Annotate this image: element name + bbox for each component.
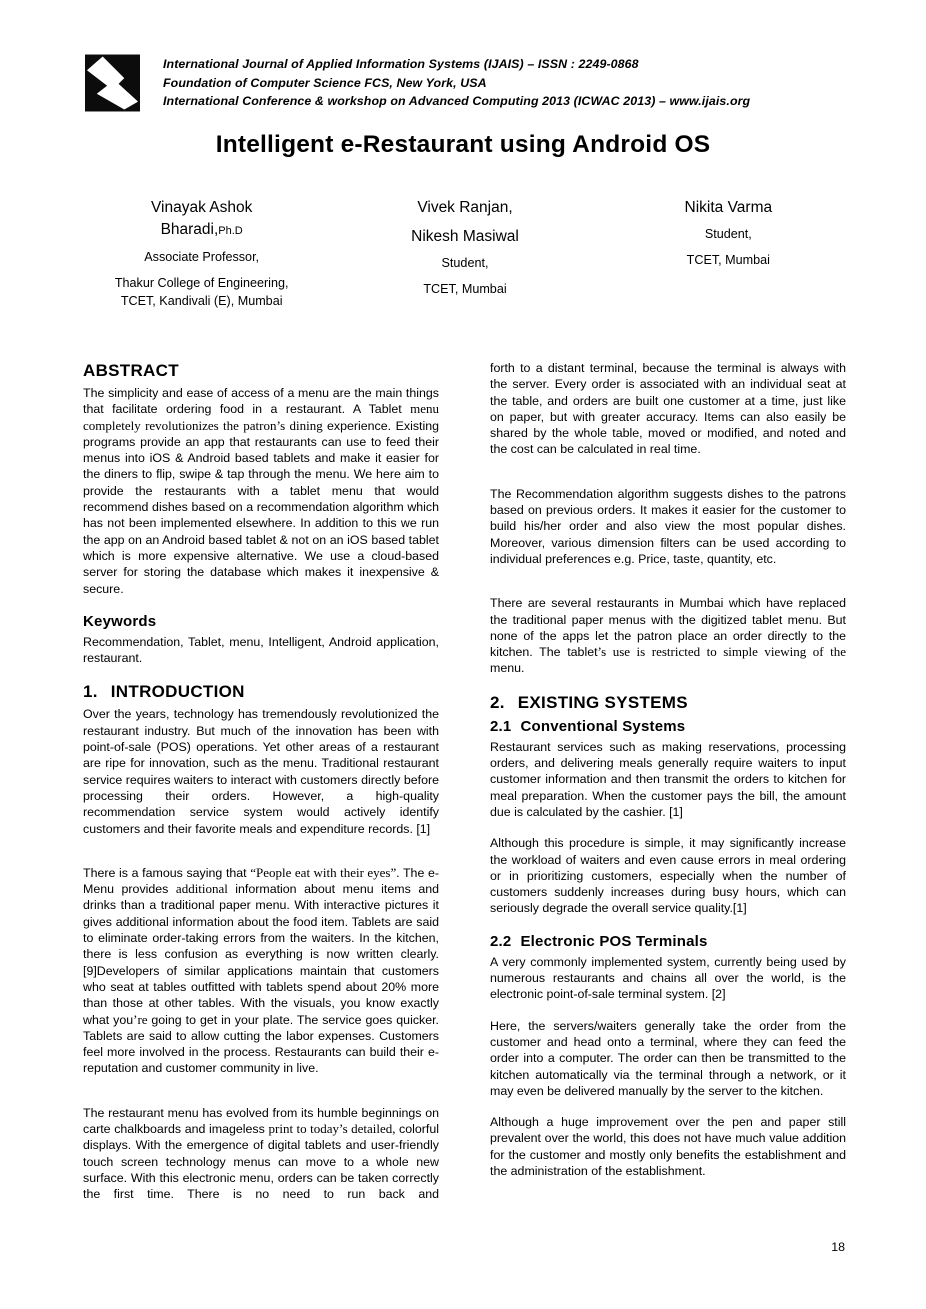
text-run: Recommendation, Tablet, menu, Intelligent, Android application, restaurant. [83,634,439,666]
journal-header-line-1: International Journal of Applied Information Systems (IJAIS) – ISSN : 2249-0868 [163,57,639,71]
text-run: Although this procedure is simple, it may significantly increase the workload of waiters and even cause errors in meal ordering or in prioritizing customers, especially when the number of customers suddenly increases during busy hours, which can seriously degrade the overall service quality.[1] [490,836,846,916]
heading-label: INTRODUCTION [110,682,245,702]
heading-number: 1. [83,682,98,702]
introduction-paragraph-3 [83,1105,439,1203]
text-run: forth to a distant terminal, because the terminal is always with the server. Every order is associated with an individual seat at the table, and orders are built one customer at a time, just like on paper, but with greater accuracy. Items can also easily be shared by the whole table, moved or modified, and noted and the cost can be calculated in real time. [490,361,846,457]
abstract-paragraph [83,385,439,597]
text-run: The restaurant menu has evolved from its humble beginnings on carte chalkboards and imageless [83,1105,439,1136]
text-run: A very commonly implemented system, currently being used by numerous restaurants and chains all over the world, is the electronic point-of-sale terminal system. [2] [490,954,846,1002]
author-block [333,197,596,310]
text-run: menu. [490,661,525,676]
authors-row [70,197,860,310]
text-run: going to get in your plate. The service goes quicker. Tablets are said to allow cutting the labor expenses. Customers feel more involved in the process. Restaurants can build their e-reputation and customer community in live. [83,1012,439,1076]
body-column-right [490,360,846,1217]
heading-label: Conventional Systems [520,717,686,735]
author-role-line: Associate Professor, [144,250,260,264]
heading-label: ABSTRACT [83,361,179,380]
conventional-systems-paragraph-1 [490,739,846,820]
journal-header-line-2: Foundation of Computer Science FCS, New York, USA [163,75,487,90]
author-name-line: Vivek Ranjan, [417,199,513,216]
text-run: information about menu items and drinks than a traditional paper menu. With interactive pictures it gives additional information about the food item. Tablets are said to eliminate order-taking errors from the waiters. In the kitchen, there is less confusion as everything is now written clearly. [9]Developers of similar applications maintain that customers who seat at tables outfitted with tablets spend about 20% more than those at other tables. With the visuals, you know exactly what you [83,882,440,1027]
journal-header [163,55,750,111]
serif-text-run: ’re [133,1011,152,1027]
text-run: The simplicity and ease of access of a menu are the main things that facilitate ordering food in a restaurant. A Tablet [83,386,439,417]
heading-label: Keywords [83,612,157,630]
author-role-line: Student, [441,256,489,270]
conventional-systems-paragraph-2 [490,835,846,916]
body-column-left [83,360,439,1217]
mumbai-restaurants-paragraph [490,595,846,676]
heading-label: EXISTING SYSTEMS [517,692,688,712]
author-name-line: Bharadi,Ph.D [160,221,243,238]
paragraph-spacer [83,852,439,865]
heading-number: 2.1 [490,717,512,735]
heading-number: 2.2 [490,932,512,950]
author-degree-suffix: Ph.D [218,225,243,237]
paragraph-spacer [83,1092,439,1105]
text-run: Restaurant services such as making reservations, processing orders, and delivering meals generally require waiters to input customer information and then transmit the orders to kitchen for meal preparation. When the customer pays the bill, the amount due is calculated by the cashier. [1] [490,739,846,819]
recommendation-paragraph [490,486,846,567]
conventional-systems-heading [490,717,846,736]
introduction-paragraph-3-continued [490,360,846,458]
serif-text-run: menu completely revolutionizes the patron’s dining [83,401,439,433]
keywords-paragraph [83,634,439,667]
introduction-paragraph-2 [83,865,439,1077]
text-run: The e-Menu provides [83,865,440,897]
author-block [597,197,860,310]
serif-text-run: print to today’s detailed, [268,1120,400,1136]
pos-paragraph-1 [490,954,846,1003]
text-run: Here, the servers/waiters generally take the order from the customer and head onto a terminal, where they can feed the order into a computer. The order can then be transmitted to the kitchen automatically via the terminal through a network, or it may even be delivered manually by the server to the kitchen. [490,1018,846,1098]
heading-number: 2. [490,692,505,712]
serif-text-run: “People eat with their eyes”. [250,864,403,880]
text-run: There are several restaurants in Mumbai which have replaced the traditional paper menus with the digitized tablet menu. But none of the apps let the patron place an order directly to the kitchen. The tablet [490,596,846,660]
abstract-heading [83,360,439,381]
paragraph-spacer [490,582,846,595]
page-number: 18 [831,1240,845,1254]
body-columns [83,360,846,1217]
introduction-paragraph-1 [83,706,439,836]
author-affil-line: TCET, Mumbai [686,253,770,267]
keywords-heading [83,612,439,631]
journal-lightning-logo-icon [85,54,140,112]
pos-paragraph-3 [490,1114,846,1179]
text-run: There is a famous saying that [83,865,251,880]
text-run: Over the years, technology has tremendously revolutionized the restaurant industry. But much of the innovation has been with point-of-sale (POS) operations. Yet other areas of a restaurant are ripe for innovation, such as the menu. Traditional restaurant service requires waiters to interact with customers directly before processing their orders. However, a high-quality recommendation service system would actively identify customers and their favorite meals and expenditure records. [1] [83,707,439,836]
journal-header-line-3: International Conference & workshop on Advanced Computing 2013 (ICWAC 2013) – www.ijais.org [163,94,751,108]
serif-text-run: additional [175,881,236,897]
author-block [70,197,333,310]
heading-label: Electronic POS Terminals [520,932,708,950]
author-role-line: Student, [704,227,752,241]
author-name-line: Nikita Varma [684,199,773,216]
text-run: experience. Existing programs provide an app that restaurants can use to feed their menus into iOS & Android based tablets and make it easier for the diners to flip, swipe & tap through the menu. We here aim to provide the restaurants with a tablet menu that would recommend dishes based on a recommendation algorithm which has not been implemented elsewhere. In addition to this we run the app on an Android based tablet & not on an iOS based tablet which is more expensive alternative. We use a cloud-based server for storing the database which makes it inexpensive & secure. [83,418,439,596]
existing-systems-heading [490,692,846,713]
author-name-line: Vinayak Ashok [150,199,253,216]
author-name-spaced-line: Nikesh Masiwal [411,228,519,245]
paragraph-spacer [490,473,846,486]
author-affil-line: TCET, Mumbai [423,282,507,296]
author-affil-cont-line: TCET, Kandivali (E), Mumbai [120,294,283,308]
introduction-heading [83,681,439,702]
author-affil-line: Thakur College of Engineering, [114,276,289,290]
text-run: Although a huge improvement over the pen and paper still prevalent over the world, this does not have much value addition for the customer and mostly only benefits the establishment and the administration of the establishment. [490,1115,846,1178]
paper-title: Intelligent e-Restaurant using Android OS [215,131,711,158]
serif-text-run: ’s use is restricted to simple viewing of the [597,644,846,660]
electronic-pos-heading [490,932,846,951]
text-run: The Recommendation algorithm suggests dishes to the patrons based on previous orders. It makes it easier for the customer to build his/her order and also view the most popular dishes. Moreover, various dimension filters can be used according to individual preferences e.g. Price, taste, quantity, etc. [490,486,846,566]
text-run: colorful displays. With the emergence of digital tablets and user-friendly touch screen technology menus can move to a whole new surface. With this electronic menu, orders can be taken correctly the first time. There is no need to run back and [83,1121,439,1202]
pos-paragraph-2 [490,1018,846,1099]
